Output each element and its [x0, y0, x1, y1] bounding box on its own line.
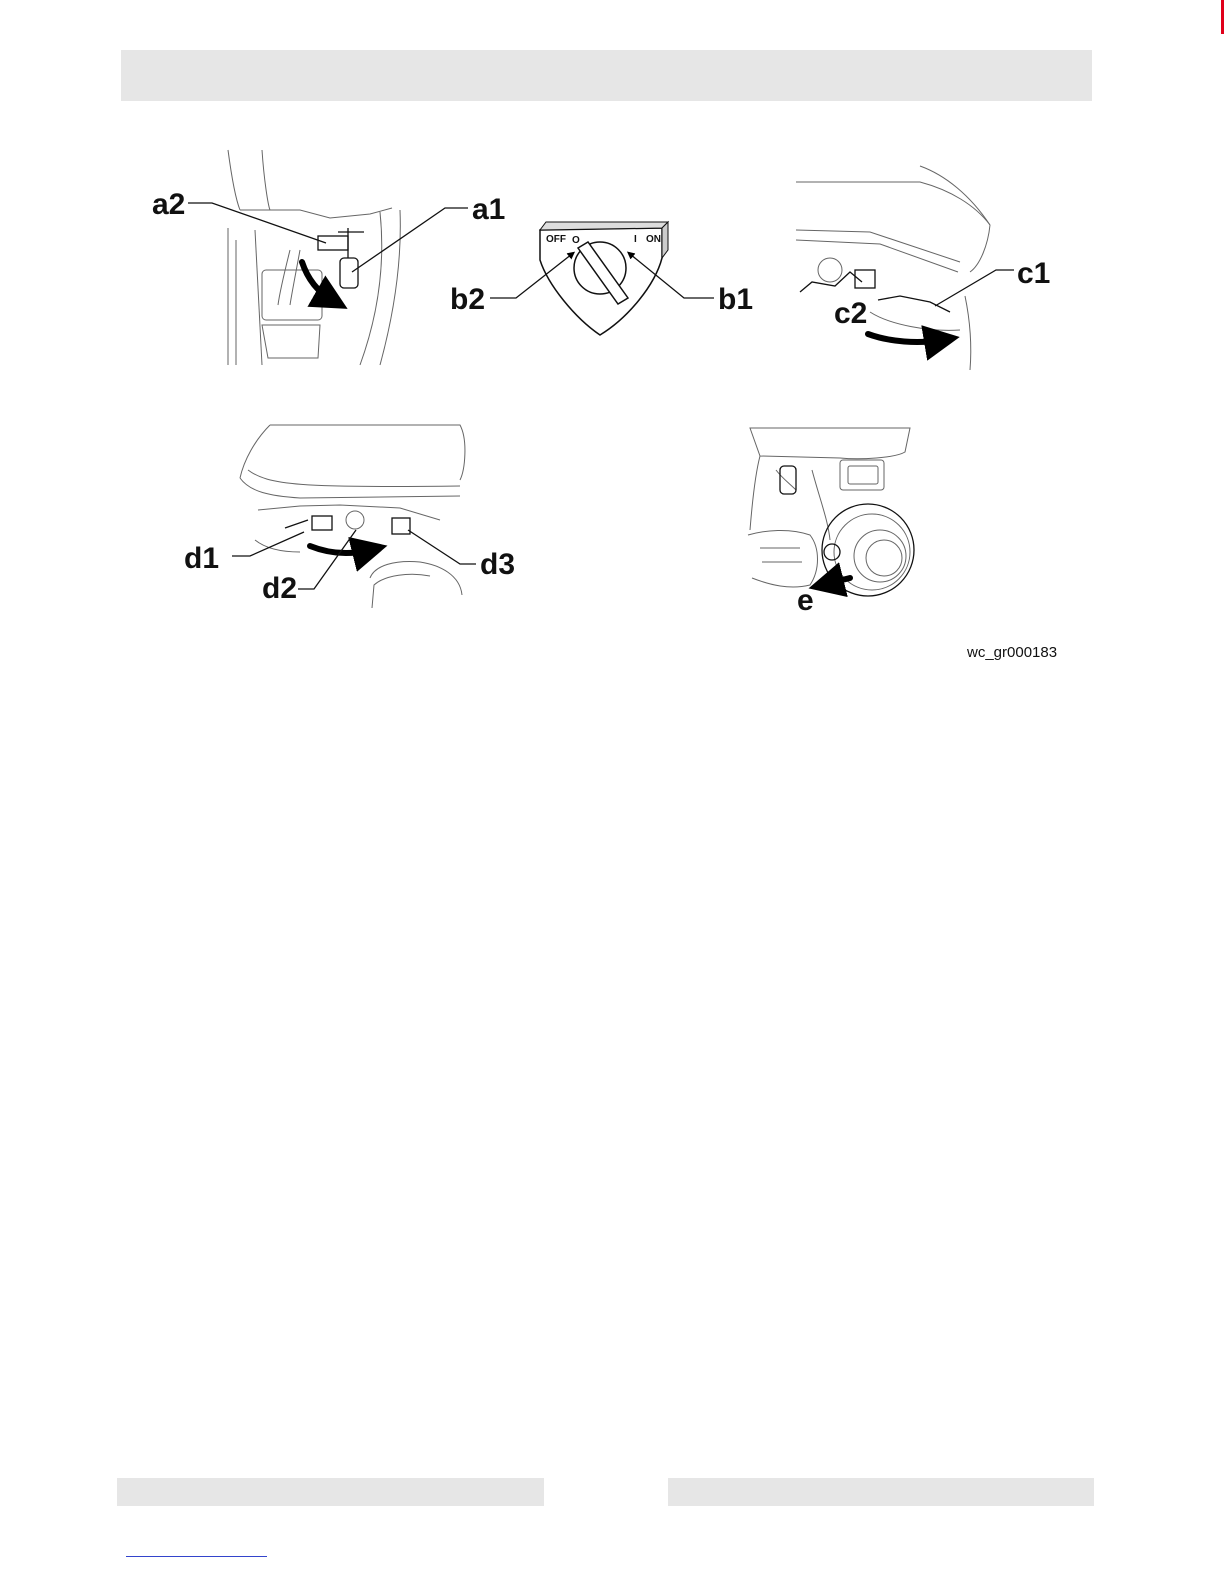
bottom-link-underline[interactable]: [126, 1556, 267, 1557]
label-a2: a2: [152, 188, 186, 221]
choke-lever-illustration: [796, 166, 990, 370]
callout-line-d1: [232, 532, 304, 556]
engine-start-figure: [0, 0, 1224, 700]
label-b2: b2: [450, 283, 486, 316]
callout-line-d3: [408, 530, 476, 564]
label-a1: a1: [472, 193, 506, 226]
footer-bar-right: [668, 1478, 1094, 1506]
switch-off-symbol: O: [572, 235, 580, 246]
callout-line-a2: [188, 203, 326, 243]
engine-switch-illustration: [540, 222, 668, 335]
label-d2: d2: [262, 572, 298, 605]
switch-on-text: ON: [646, 234, 661, 245]
switch-off-text: OFF: [546, 234, 566, 245]
label-c2: c2: [834, 297, 868, 330]
label-b1: b1: [718, 283, 754, 316]
figure-code: wc_gr000183: [967, 644, 1058, 661]
fuel-valve-illustration: [228, 150, 400, 365]
switch-on-symbol: I: [634, 234, 637, 245]
recoil-starter-illustration: [748, 428, 914, 596]
callout-line-a1: [352, 208, 468, 272]
callout-line-d2: [298, 530, 356, 589]
footer-bar-left: [117, 1478, 544, 1506]
callout-line-c1: [935, 270, 1014, 306]
label-d1: d1: [184, 542, 220, 575]
label-c1: c1: [1017, 257, 1051, 290]
label-d3: d3: [480, 548, 516, 581]
label-e: e: [797, 584, 814, 617]
